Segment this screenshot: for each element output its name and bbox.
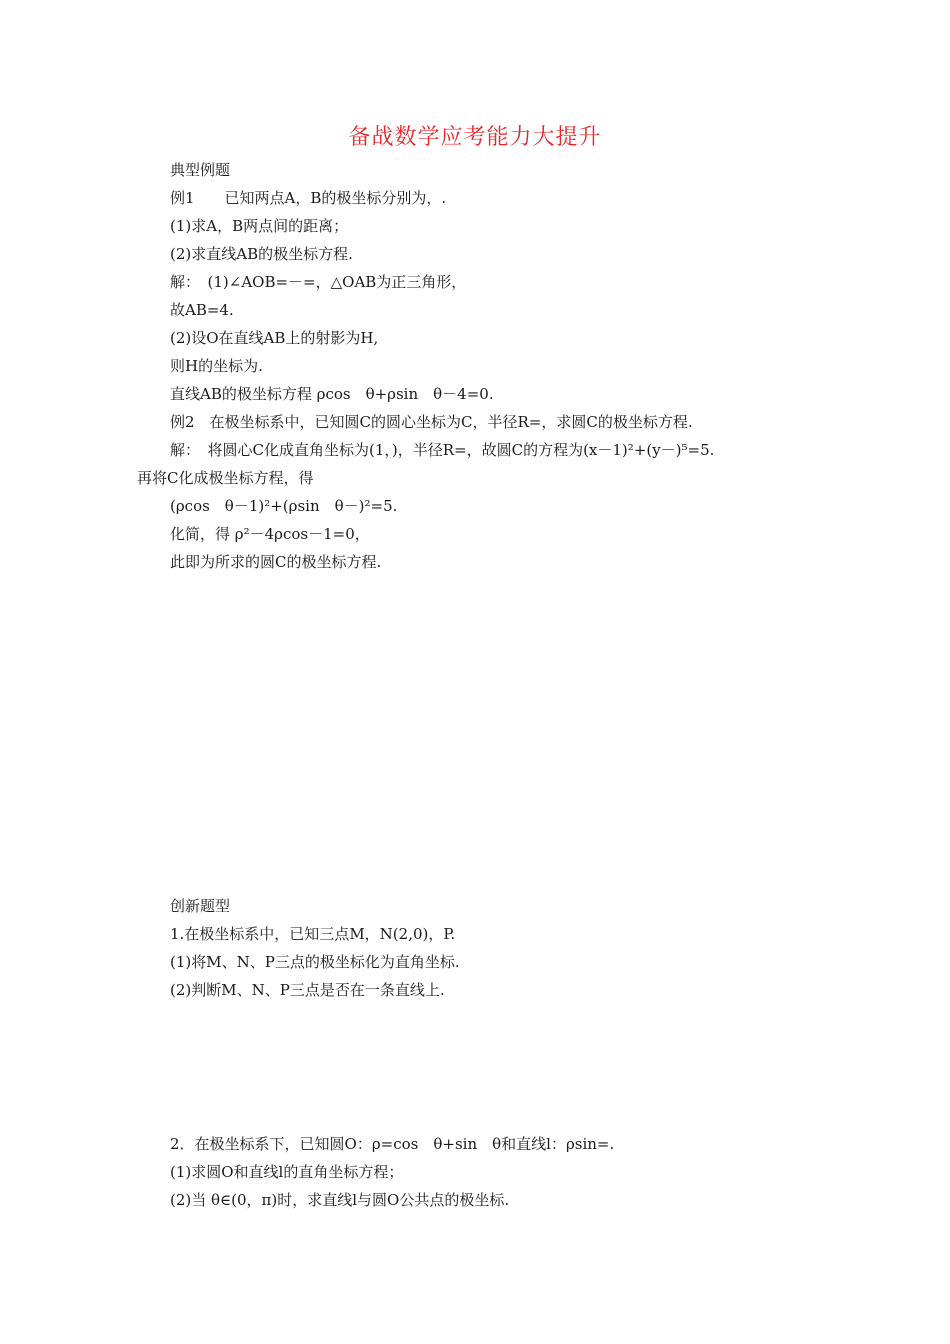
question2-statement: 2．在极坐标系下，已知圆O：ρ=cos θ+sin θ和直线l：ρsin=. [170, 1135, 615, 1153]
example2-statement: 例2 在极坐标系中，已知圆C的圆心坐标为C，半径R=，求圆C的极坐标方程. [170, 413, 693, 431]
question1-part2: (2)判断M、N、P三点是否在一条直线上. [170, 981, 445, 999]
section-heading-typical-examples: 典型例题 [170, 161, 231, 179]
example1-part1: (1)求A，B两点间的距离； [170, 217, 349, 235]
example2-solution-line5: 此即为所求的圆C的极坐标方程. [170, 553, 382, 571]
page-title: 备战数学应考能力大提升 [348, 125, 602, 150]
example1-solution-line4: 则H的坐标为. [170, 357, 263, 375]
question1-statement: 1.在极坐标系中，已知三点M，N(2,0)，P. [170, 925, 456, 943]
question2-part1: (1)求圆O和直线l的直角坐标方程； [170, 1163, 404, 1181]
example1-solution-line5: 直线AB的极坐标方程 ρcos θ+ρsin θ－4=0. [170, 385, 494, 403]
example2-solution-line4: 化简，得 ρ²－4ρcos－1=0， [170, 525, 370, 543]
example1-solution-line1: 解： (1)∠AOB=－=，△OAB为正三角形， [170, 273, 467, 291]
example1-solution-line3: (2)设O在直线AB上的射影为H, [170, 329, 379, 347]
example2-solution-line2: 再将C化成极坐标方程，得 [137, 469, 314, 487]
example2-solution-line1: 解： 将圆心C化成直角坐标为(1，)，半径R=，故圆C的方程为(x－1)²+(y－)⁵=5. [170, 441, 715, 459]
section-heading-innovative-problems: 创新题型 [170, 897, 231, 915]
example1-part2: (2)求直线AB的极坐标方程. [170, 245, 353, 263]
example1-statement: 例1 已知两点A，B的极坐标分别为，. [170, 189, 447, 207]
example2-solution-line3: (ρcos θ－1)²+(ρsin θ－)²=5. [170, 497, 398, 515]
example1-solution-line2: 故AB=4. [170, 301, 234, 319]
question1-part1: (1)将M、N、P三点的极坐标化为直角坐标. [170, 953, 460, 971]
question2-part2: (2)当 θ∈(0，π)时，求直线l与圆O公共点的极坐标. [170, 1191, 510, 1209]
